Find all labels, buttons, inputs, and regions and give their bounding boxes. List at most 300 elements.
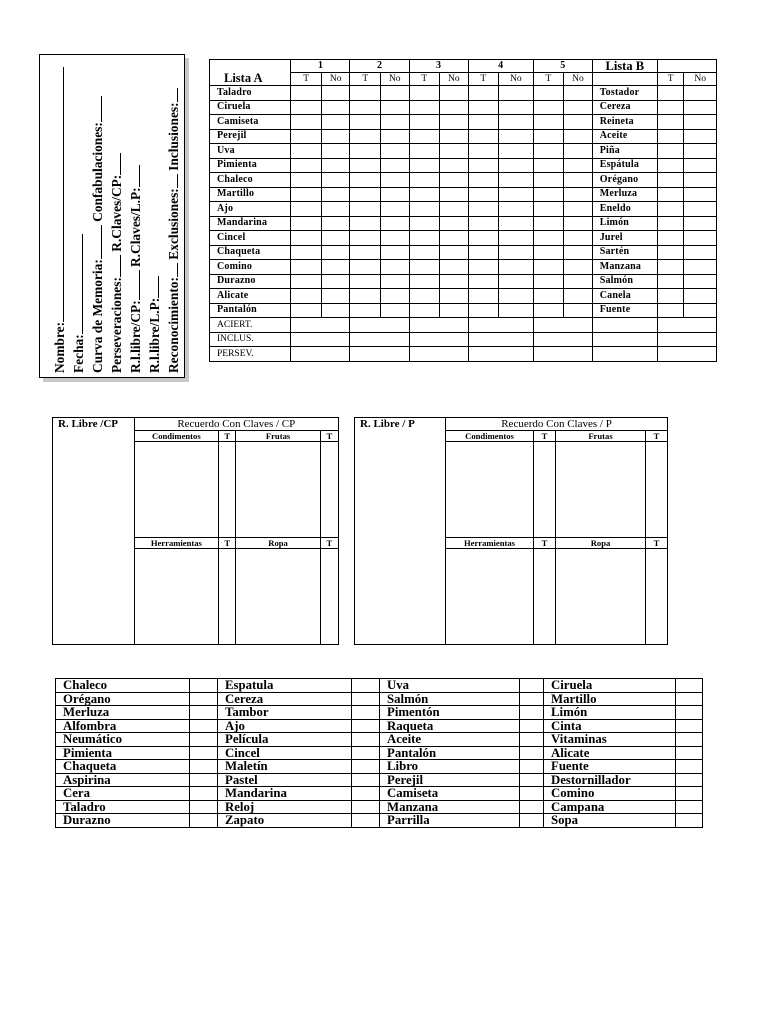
score-cell[interactable]	[440, 144, 469, 159]
total-cell[interactable]	[468, 332, 533, 347]
score-cell[interactable]	[564, 158, 593, 173]
score-cell[interactable]	[291, 216, 322, 231]
recognition-mark-cell[interactable]	[520, 692, 544, 706]
total-cell[interactable]	[592, 318, 657, 333]
score-cell[interactable]	[657, 158, 683, 173]
score-cell[interactable]	[350, 115, 381, 130]
score-cell[interactable]	[468, 274, 499, 289]
score-cell[interactable]	[350, 260, 381, 275]
score-cell[interactable]	[533, 274, 564, 289]
score-cell[interactable]	[350, 245, 381, 260]
score-cell[interactable]	[291, 173, 322, 188]
recognition-mark-cell[interactable]	[190, 733, 218, 747]
score-cell[interactable]	[684, 274, 717, 289]
recognition-mark-cell[interactable]	[352, 773, 380, 787]
total-cell[interactable]	[533, 318, 592, 333]
score-cell[interactable]	[499, 260, 534, 275]
recognition-mark-cell[interactable]	[520, 814, 544, 828]
score-cell[interactable]	[291, 129, 322, 144]
score-cell[interactable]	[440, 129, 469, 144]
score-cell[interactable]	[321, 129, 350, 144]
recognition-mark-cell[interactable]	[190, 746, 218, 760]
recognition-mark-cell[interactable]	[676, 733, 703, 747]
score-cell[interactable]	[684, 231, 717, 246]
score-cell[interactable]	[321, 216, 350, 231]
score-cell[interactable]	[350, 144, 381, 159]
score-cell[interactable]	[321, 231, 350, 246]
rl-cp-field[interactable]	[127, 270, 140, 300]
score-cell[interactable]	[657, 86, 683, 101]
recognition-mark-cell[interactable]	[520, 800, 544, 814]
score-cell[interactable]	[350, 274, 381, 289]
score-cell[interactable]	[564, 202, 593, 217]
score-cell[interactable]	[499, 86, 534, 101]
score-cell[interactable]	[381, 86, 410, 101]
recognition-mark-cell[interactable]	[676, 706, 703, 720]
score-cell[interactable]	[291, 144, 322, 159]
score-cell[interactable]	[440, 86, 469, 101]
score-cell[interactable]	[564, 260, 593, 275]
recognition-mark-cell[interactable]	[352, 814, 380, 828]
score-cell[interactable]	[499, 202, 534, 217]
total-cell[interactable]	[657, 318, 716, 333]
score-cell[interactable]	[684, 86, 717, 101]
score-cell[interactable]	[657, 303, 683, 318]
score-cell[interactable]	[468, 231, 499, 246]
score-cell[interactable]	[533, 216, 564, 231]
lista-a-word: Mandarina	[210, 216, 291, 231]
score-cell[interactable]	[321, 303, 350, 318]
score-cell[interactable]	[564, 216, 593, 231]
score-cell[interactable]	[409, 144, 440, 159]
score-cell[interactable]	[350, 231, 381, 246]
score-cell[interactable]	[291, 260, 322, 275]
score-cell[interactable]	[468, 289, 499, 304]
rclaves-cp-label: R.Claves/CP:	[109, 174, 124, 252]
score-cell[interactable]	[657, 187, 683, 202]
total-cell[interactable]	[468, 318, 533, 333]
score-cell[interactable]	[468, 187, 499, 202]
score-cell[interactable]	[684, 187, 717, 202]
lista-a-title: Lista A	[210, 60, 291, 86]
score-cell[interactable]	[381, 202, 410, 217]
total-cell[interactable]	[350, 347, 409, 362]
score-cell[interactable]	[564, 144, 593, 159]
rclaves-cp-field[interactable]	[108, 153, 121, 175]
score-cell[interactable]	[657, 173, 683, 188]
score-cell[interactable]	[533, 100, 564, 115]
total-cell[interactable]	[409, 318, 468, 333]
ropa-cp-cell[interactable]	[236, 549, 321, 645]
score-cell[interactable]	[321, 260, 350, 275]
total-cell[interactable]	[592, 332, 657, 347]
reconocimiento-field[interactable]	[165, 263, 178, 277]
herramientas-cp-cell[interactable]	[134, 549, 219, 645]
recognition-mark-cell[interactable]	[520, 773, 544, 787]
score-cell[interactable]	[321, 289, 350, 304]
score-cell[interactable]	[657, 202, 683, 217]
score-cell[interactable]	[468, 100, 499, 115]
exclusiones-field[interactable]	[165, 174, 178, 188]
score-cell[interactable]	[350, 216, 381, 231]
recognition-word: Campana	[544, 800, 676, 814]
recognition-mark-cell[interactable]	[352, 719, 380, 733]
score-cell[interactable]	[381, 129, 410, 144]
rclaves-lp-field[interactable]	[127, 165, 140, 187]
score-cell[interactable]	[533, 245, 564, 260]
lista-a-word: Alicate	[210, 289, 291, 304]
total-cell[interactable]	[533, 332, 592, 347]
score-cell[interactable]	[499, 245, 534, 260]
score-cell[interactable]	[564, 274, 593, 289]
score-cell[interactable]	[381, 303, 410, 318]
score-cell[interactable]	[684, 115, 717, 130]
score-cell[interactable]	[409, 187, 440, 202]
recognition-mark-cell[interactable]	[190, 692, 218, 706]
score-cell[interactable]	[409, 245, 440, 260]
ropa-lp-cell[interactable]	[556, 549, 646, 645]
score-cell[interactable]	[468, 115, 499, 130]
score-cell[interactable]	[564, 303, 593, 318]
score-cell[interactable]	[291, 202, 322, 217]
recognition-word: Chaqueta	[56, 760, 190, 774]
score-cell[interactable]	[468, 158, 499, 173]
total-cell[interactable]	[409, 332, 468, 347]
condimentos-lp-t-cell[interactable]	[534, 442, 556, 538]
score-cell[interactable]	[381, 100, 410, 115]
score-cell[interactable]	[409, 86, 440, 101]
recognition-mark-cell[interactable]	[190, 773, 218, 787]
score-cell[interactable]	[350, 289, 381, 304]
score-cell[interactable]	[440, 260, 469, 275]
score-cell[interactable]	[564, 231, 593, 246]
score-cell[interactable]	[499, 129, 534, 144]
total-cell[interactable]	[657, 347, 716, 362]
score-cell[interactable]	[499, 115, 534, 130]
score-cell[interactable]	[499, 173, 534, 188]
persev-field[interactable]	[108, 255, 121, 277]
score-cell[interactable]	[350, 100, 381, 115]
score-cell[interactable]	[381, 216, 410, 231]
recognition-mark-cell[interactable]	[676, 800, 703, 814]
score-cell[interactable]	[657, 144, 683, 159]
score-cell[interactable]	[409, 202, 440, 217]
recognition-mark-cell[interactable]	[520, 733, 544, 747]
score-cell[interactable]	[657, 274, 683, 289]
recognition-mark-cell[interactable]	[190, 800, 218, 814]
total-cell[interactable]	[291, 332, 350, 347]
score-cell[interactable]	[409, 115, 440, 130]
score-cell[interactable]	[564, 86, 593, 101]
score-cell[interactable]	[499, 144, 534, 159]
ropa-lp-t-cell[interactable]	[646, 549, 668, 645]
score-cell[interactable]	[468, 144, 499, 159]
score-cell[interactable]	[684, 173, 717, 188]
score-cell[interactable]	[381, 289, 410, 304]
score-cell[interactable]	[533, 144, 564, 159]
fecha-field[interactable]	[70, 234, 83, 334]
recognition-mark-cell[interactable]	[352, 733, 380, 747]
score-cell[interactable]	[409, 100, 440, 115]
herramientas-lp-t: T	[534, 538, 556, 549]
score-cell[interactable]	[684, 260, 717, 275]
score-cell[interactable]	[499, 100, 534, 115]
score-cell[interactable]	[291, 245, 322, 260]
score-cell[interactable]	[533, 289, 564, 304]
score-cell[interactable]	[657, 231, 683, 246]
score-cell[interactable]	[684, 245, 717, 260]
score-cell[interactable]	[440, 274, 469, 289]
total-cell[interactable]	[468, 347, 533, 362]
score-cell[interactable]	[409, 129, 440, 144]
score-cell[interactable]	[657, 115, 683, 130]
recognition-mark-cell[interactable]	[520, 787, 544, 801]
score-cell[interactable]	[533, 86, 564, 101]
score-cell[interactable]	[564, 100, 593, 115]
lista-b-no-header: No	[684, 73, 717, 86]
score-cell[interactable]	[533, 260, 564, 275]
score-cell[interactable]	[564, 173, 593, 188]
score-cell[interactable]	[440, 231, 469, 246]
score-cell[interactable]	[321, 245, 350, 260]
confab-field[interactable]	[89, 96, 102, 122]
score-cell[interactable]	[381, 231, 410, 246]
score-cell[interactable]	[321, 187, 350, 202]
condimentos-lp-cell[interactable]	[446, 442, 534, 538]
recognition-mark-cell[interactable]	[352, 692, 380, 706]
inclusiones-field[interactable]	[165, 88, 178, 102]
score-cell[interactable]	[533, 115, 564, 130]
frutas-lp-cell[interactable]	[556, 442, 646, 538]
score-cell[interactable]	[533, 187, 564, 202]
recognition-mark-cell[interactable]	[676, 719, 703, 733]
score-cell[interactable]	[440, 289, 469, 304]
score-cell[interactable]	[381, 274, 410, 289]
score-cell[interactable]	[684, 129, 717, 144]
recognition-mark-cell[interactable]	[676, 814, 703, 828]
score-cell[interactable]	[440, 173, 469, 188]
score-cell[interactable]	[684, 144, 717, 159]
frutas-cp-cell[interactable]	[236, 442, 321, 538]
score-cell[interactable]	[381, 187, 410, 202]
total-cell[interactable]	[533, 347, 592, 362]
score-cell[interactable]	[468, 260, 499, 275]
score-cell[interactable]	[321, 86, 350, 101]
recognition-mark-cell[interactable]	[190, 706, 218, 720]
score-cell[interactable]	[350, 202, 381, 217]
score-cell[interactable]	[409, 158, 440, 173]
score-cell[interactable]	[291, 187, 322, 202]
recognition-mark-cell[interactable]	[190, 679, 218, 693]
score-cell[interactable]	[409, 260, 440, 275]
score-cell[interactable]	[468, 245, 499, 260]
score-cell[interactable]	[440, 245, 469, 260]
score-cell[interactable]	[291, 158, 322, 173]
score-cell[interactable]	[440, 216, 469, 231]
recognition-mark-cell[interactable]	[520, 760, 544, 774]
total-cell[interactable]	[592, 347, 657, 362]
score-cell[interactable]	[440, 187, 469, 202]
word-row	[56, 760, 703, 774]
score-cell[interactable]	[499, 289, 534, 304]
total-cell[interactable]	[409, 347, 468, 362]
score-cell[interactable]	[291, 289, 322, 304]
total-cell[interactable]	[657, 332, 716, 347]
total-cell[interactable]	[291, 347, 350, 362]
condimentos-cp-t-cell[interactable]	[219, 442, 236, 538]
score-cell[interactable]	[533, 202, 564, 217]
score-cell[interactable]	[657, 129, 683, 144]
recognition-mark-cell[interactable]	[520, 746, 544, 760]
score-cell[interactable]	[440, 158, 469, 173]
frutas-lp-t: T	[646, 431, 668, 442]
recognition-mark-cell[interactable]	[352, 787, 380, 801]
recognition-mark-cell[interactable]	[190, 814, 218, 828]
score-cell[interactable]	[564, 187, 593, 202]
score-cell[interactable]	[440, 100, 469, 115]
score-cell[interactable]	[381, 115, 410, 130]
score-cell[interactable]	[440, 303, 469, 318]
rl-lp-field[interactable]	[146, 276, 159, 298]
score-cell[interactable]	[350, 303, 381, 318]
herramientas-cp-t-cell[interactable]	[219, 549, 236, 645]
recognition-mark-cell[interactable]	[352, 746, 380, 760]
score-cell[interactable]	[684, 202, 717, 217]
score-cell[interactable]	[321, 158, 350, 173]
recognition-mark-cell[interactable]	[676, 692, 703, 706]
score-cell[interactable]	[684, 158, 717, 173]
score-cell[interactable]	[409, 274, 440, 289]
recognition-mark-cell[interactable]	[352, 679, 380, 693]
score-cell[interactable]	[499, 216, 534, 231]
score-cell[interactable]	[533, 303, 564, 318]
score-cell[interactable]	[533, 129, 564, 144]
trial-2-header: 2	[350, 60, 409, 73]
recognition-mark-cell[interactable]	[676, 679, 703, 693]
curva-field[interactable]	[89, 225, 102, 259]
score-cell[interactable]	[291, 86, 322, 101]
score-cell[interactable]	[657, 289, 683, 304]
score-cell[interactable]	[657, 100, 683, 115]
score-cell[interactable]	[381, 144, 410, 159]
score-cell[interactable]	[468, 129, 499, 144]
score-cell[interactable]	[321, 202, 350, 217]
score-cell[interactable]	[684, 303, 717, 318]
herramientas-lp-cell[interactable]	[446, 549, 534, 645]
score-cell[interactable]	[350, 158, 381, 173]
score-cell[interactable]	[291, 100, 322, 115]
score-cell[interactable]	[468, 173, 499, 188]
score-cell[interactable]	[468, 86, 499, 101]
score-cell[interactable]	[291, 303, 322, 318]
herramientas-lp-t-cell[interactable]	[534, 549, 556, 645]
recognition-mark-cell[interactable]	[190, 719, 218, 733]
recognition-mark-cell[interactable]	[190, 787, 218, 801]
score-cell[interactable]	[440, 115, 469, 130]
recognition-mark-cell[interactable]	[352, 706, 380, 720]
score-cell[interactable]	[499, 187, 534, 202]
score-cell[interactable]	[684, 289, 717, 304]
score-cell[interactable]	[657, 216, 683, 231]
score-cell[interactable]	[409, 173, 440, 188]
recognition-word: Pimentón	[380, 706, 520, 720]
score-cell[interactable]	[468, 303, 499, 318]
score-cell[interactable]	[409, 303, 440, 318]
score-cell[interactable]	[533, 173, 564, 188]
score-cell[interactable]	[381, 173, 410, 188]
recognition-mark-cell[interactable]	[190, 760, 218, 774]
score-cell[interactable]	[381, 158, 410, 173]
score-cell[interactable]	[533, 231, 564, 246]
recognition-mark-cell[interactable]	[676, 787, 703, 801]
total-cell[interactable]	[291, 318, 350, 333]
score-cell[interactable]	[350, 129, 381, 144]
score-cell[interactable]	[564, 129, 593, 144]
total-cell[interactable]	[350, 332, 409, 347]
score-cell[interactable]	[350, 187, 381, 202]
score-cell[interactable]	[564, 115, 593, 130]
score-cell[interactable]	[321, 274, 350, 289]
score-cell[interactable]	[468, 216, 499, 231]
score-cell[interactable]	[499, 274, 534, 289]
score-cell[interactable]	[440, 202, 469, 217]
frutas-lp-t-cell[interactable]	[646, 442, 668, 538]
recognition-mark-cell[interactable]	[676, 746, 703, 760]
score-cell[interactable]	[409, 231, 440, 246]
score-cell[interactable]	[350, 173, 381, 188]
score-cell[interactable]	[321, 115, 350, 130]
recognition-mark-cell[interactable]	[676, 773, 703, 787]
score-cell[interactable]	[409, 216, 440, 231]
score-cell[interactable]	[564, 289, 593, 304]
score-cell[interactable]	[291, 231, 322, 246]
score-cell[interactable]	[564, 245, 593, 260]
score-cell[interactable]	[533, 158, 564, 173]
score-cell[interactable]	[409, 289, 440, 304]
score-cell[interactable]	[499, 158, 534, 173]
score-cell[interactable]	[321, 100, 350, 115]
score-cell[interactable]	[468, 202, 499, 217]
recognition-mark-cell[interactable]	[520, 679, 544, 693]
condimentos-cp-cell[interactable]	[134, 442, 219, 538]
frutas-cp-t-cell[interactable]	[320, 442, 338, 538]
score-cell[interactable]	[684, 216, 717, 231]
score-cell[interactable]	[684, 100, 717, 115]
ropa-cp-t: T	[320, 538, 338, 549]
recognition-mark-cell[interactable]	[676, 760, 703, 774]
score-cell[interactable]	[381, 245, 410, 260]
nombre-field[interactable]	[51, 67, 64, 322]
recognition-mark-cell[interactable]	[352, 800, 380, 814]
score-cell[interactable]	[499, 303, 534, 318]
score-cell[interactable]	[657, 260, 683, 275]
ropa-cp-t-cell[interactable]	[320, 549, 338, 645]
score-cell[interactable]	[321, 173, 350, 188]
recognition-mark-cell[interactable]	[520, 706, 544, 720]
recognition-mark-cell[interactable]	[520, 719, 544, 733]
score-cell[interactable]	[321, 144, 350, 159]
score-cell[interactable]	[291, 274, 322, 289]
score-cell[interactable]	[499, 231, 534, 246]
total-cell[interactable]	[350, 318, 409, 333]
score-cell[interactable]	[350, 86, 381, 101]
score-cell[interactable]	[291, 115, 322, 130]
score-cell[interactable]	[381, 260, 410, 275]
score-cell[interactable]	[657, 245, 683, 260]
recognition-word: Taladro	[56, 800, 190, 814]
recognition-word: Maletín	[218, 760, 352, 774]
recognition-mark-cell[interactable]	[352, 760, 380, 774]
